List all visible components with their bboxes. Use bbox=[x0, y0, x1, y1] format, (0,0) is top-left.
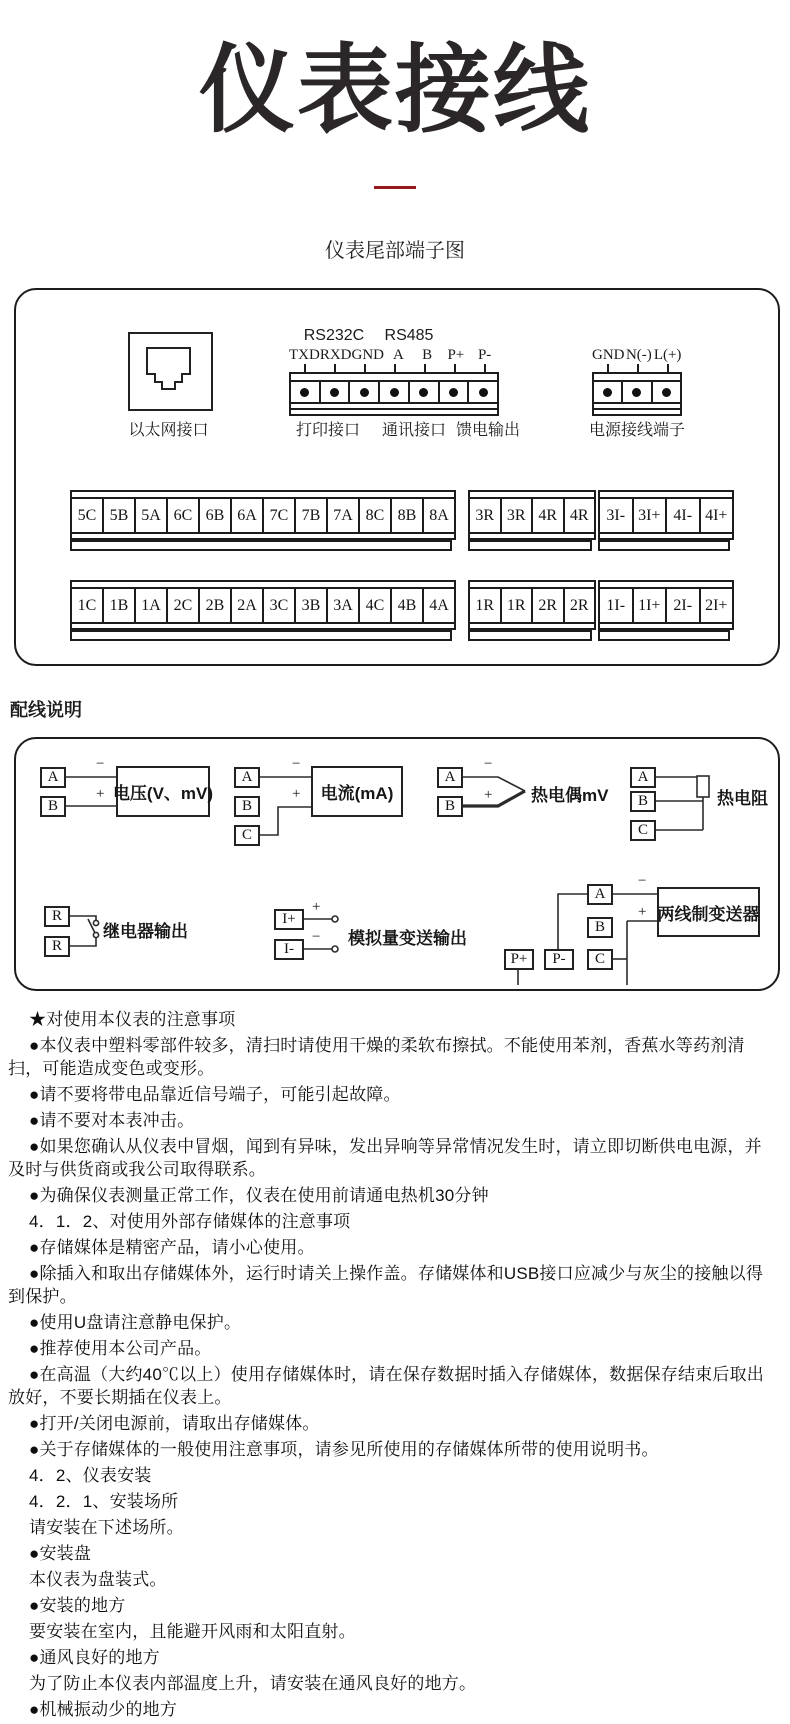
terminal-b: B bbox=[630, 791, 656, 812]
terminal-a: A bbox=[234, 767, 260, 788]
note-line: 请安装在下述场所。 bbox=[29, 1518, 184, 1537]
terminal-cell: 7B bbox=[296, 499, 328, 532]
plus-sign: + bbox=[292, 786, 301, 802]
terminal-c: C bbox=[630, 820, 656, 841]
terminal-b: B bbox=[234, 796, 260, 817]
usage-notes bbox=[0, 1008, 784, 1724]
current-device-box: 电流(mA) bbox=[311, 766, 403, 817]
voltage-device-box: 电压(V、mV) bbox=[116, 766, 210, 817]
terminal-cell: 4A bbox=[429, 596, 449, 614]
note-line: ●安装的地方 bbox=[29, 1596, 126, 1615]
pin-label: L(+) bbox=[653, 347, 682, 363]
terminal-cell: 8B bbox=[392, 499, 424, 532]
strip-rail bbox=[598, 630, 730, 641]
note-line: ●关于存储媒体的一般使用注意事项，请参见所使用的存储媒体所带的使用说明书。 bbox=[29, 1440, 659, 1459]
block-band bbox=[291, 408, 497, 414]
terminal-cell: 3I+ bbox=[634, 499, 668, 532]
terminal-strip-row2-relay bbox=[468, 580, 596, 630]
pin-stub-lines bbox=[592, 364, 682, 372]
note-line: ●本仪表中塑料零部件较多，清扫时请使用干燥的柔软布擦拭。不能使用苯剂，香蕉水等药剂清扫，可能造成变色或变形。 bbox=[8, 1036, 745, 1078]
analog-output-label: 模拟量变送输出 bbox=[348, 929, 467, 948]
terminal-cell: 4B bbox=[392, 589, 424, 622]
terminal-cell: 6A bbox=[232, 499, 264, 532]
terminal-c: C bbox=[234, 825, 260, 846]
note-line: 4．1．2、对使用外部存储媒体的注意事项 bbox=[29, 1212, 351, 1231]
ethernet-caption: 以太网接口 bbox=[128, 422, 209, 439]
rj45-jack-graphic bbox=[130, 334, 207, 405]
note-line: ★对使用本仪表的注意事项 bbox=[29, 1010, 236, 1029]
power-pin-labels bbox=[592, 347, 682, 364]
terminal-cell: 2R bbox=[533, 589, 565, 622]
note-line: ●存储媒体是精密产品，请小心使用。 bbox=[29, 1238, 315, 1257]
minus-sign: − bbox=[638, 873, 647, 889]
note-line: ●请不要将带电品靠近信号端子，可能引起故障。 bbox=[29, 1085, 401, 1104]
page-title: 仪表接线 bbox=[199, 37, 591, 144]
terminal-b: B bbox=[437, 796, 463, 817]
terminal-cell: 4R bbox=[533, 499, 565, 532]
comm-terminal-group bbox=[289, 327, 499, 422]
power-terminal-group bbox=[592, 327, 682, 422]
terminal-cell: 1B bbox=[104, 589, 136, 622]
terminal-cell: 6B bbox=[200, 499, 232, 532]
note-line: 4．2．1、安装场所 bbox=[29, 1492, 179, 1511]
wiring-section-title: 配线说明 bbox=[10, 700, 82, 720]
pin-label: B bbox=[422, 347, 433, 363]
power-caption: 电源接线端子 bbox=[588, 422, 685, 439]
terminal-cell: 4C bbox=[360, 589, 392, 622]
block-band bbox=[291, 374, 497, 382]
note-line: ●请不要对本表冲击。 bbox=[29, 1111, 195, 1130]
terminal-strip-row2-main bbox=[70, 580, 456, 630]
minus-sign: − bbox=[96, 756, 105, 772]
note-line: 要安装在室内，且能避开风雨和太阳直射。 bbox=[29, 1622, 356, 1641]
pin-label: P+ bbox=[447, 347, 465, 363]
minus-sign: − bbox=[312, 929, 321, 945]
terminal-cell: 2I- bbox=[667, 589, 701, 622]
strip-rail bbox=[468, 540, 592, 551]
note-line: ●安装盘 bbox=[29, 1544, 92, 1563]
strip-rail bbox=[468, 630, 592, 641]
comm-terminal-block bbox=[289, 372, 499, 416]
terminal-cell: 3I- bbox=[600, 499, 634, 532]
terminal-a: A bbox=[630, 767, 656, 788]
terminal-b: B bbox=[40, 796, 66, 817]
plus-sign: + bbox=[312, 899, 321, 915]
terminal-cell: 4I+ bbox=[705, 506, 728, 524]
terminal-cell: 1I+ bbox=[634, 589, 668, 622]
terminal-cell: 6C bbox=[168, 499, 200, 532]
comm-port-caption: 通讯接口 bbox=[381, 422, 446, 439]
strip-rail bbox=[70, 540, 452, 551]
pin-label: N(-) bbox=[625, 347, 652, 363]
pin-label: TXD bbox=[289, 347, 320, 363]
terminal-a: A bbox=[587, 884, 613, 905]
pin-label: RXD bbox=[319, 347, 352, 363]
terminal-cell: 1C bbox=[72, 589, 104, 622]
title-divider bbox=[374, 186, 416, 189]
plus-sign: + bbox=[96, 786, 105, 802]
terminal-cell: 5C bbox=[72, 499, 104, 532]
terminal-cell: 2R bbox=[569, 596, 589, 614]
terminal-strip-row1-main bbox=[70, 490, 456, 540]
note-line: 为了防止本仪表内部温度上升，请安装在通风良好的地方。 bbox=[29, 1674, 477, 1693]
terminal-cell: 5B bbox=[104, 499, 136, 532]
note-line: ●为确保仪表测量正常工作，仪表在使用前请通电热机30分钟 bbox=[29, 1186, 489, 1205]
terminal-cell: 2C bbox=[168, 589, 200, 622]
rs232c-label: RS232C bbox=[303, 327, 365, 344]
block-band bbox=[594, 374, 680, 382]
terminal-cell: 3C bbox=[264, 589, 296, 622]
terminal-cell: 2B bbox=[200, 589, 232, 622]
terminal-i-plus: I+ bbox=[274, 909, 304, 930]
pin-label: P- bbox=[477, 347, 492, 363]
note-line: ●打开/关闭电源前，请取出存储媒体。 bbox=[29, 1414, 320, 1433]
terminal-cell: 2I+ bbox=[705, 596, 728, 614]
note-line: ●如果您确认从仪表中冒烟，闻到有异味，发出异响等异常情况发生时，请立即切断供电电源，并及时与供货商或我公司取得联系。 bbox=[8, 1137, 762, 1179]
terminal-cell: 7A bbox=[328, 499, 360, 532]
transmitter-device-box: 两线制变送器 bbox=[657, 887, 760, 937]
terminal-p-plus: P+ bbox=[504, 949, 534, 970]
minus-sign: − bbox=[292, 756, 301, 772]
strip-rail bbox=[598, 540, 730, 551]
terminal-i-minus: I- bbox=[274, 939, 304, 960]
screw-terminals bbox=[594, 382, 680, 402]
terminal-cell: 4R bbox=[569, 506, 589, 524]
feed-output-caption: 馈电输出 bbox=[455, 422, 520, 439]
terminal-c: C bbox=[587, 949, 613, 970]
rs485-label: RS485 bbox=[384, 327, 434, 344]
strip-rail bbox=[70, 630, 452, 641]
terminal-cell: 8A bbox=[429, 506, 449, 524]
terminal-cell: 3R bbox=[502, 499, 534, 532]
terminal-cell: 4I- bbox=[667, 499, 701, 532]
terminal-r1: R bbox=[44, 906, 70, 927]
screw-terminals bbox=[291, 382, 497, 402]
terminal-cell: 1I- bbox=[600, 589, 634, 622]
terminal-p-minus: P- bbox=[544, 949, 574, 970]
terminal-r2: R bbox=[44, 936, 70, 957]
terminal-b: B bbox=[587, 917, 613, 938]
terminal-a: A bbox=[40, 767, 66, 788]
terminal-cell: 3A bbox=[328, 589, 360, 622]
terminal-cell: 3R bbox=[470, 499, 502, 532]
note-line: ●通风良好的地方 bbox=[29, 1648, 160, 1667]
note-line: ●使用U盘请注意静电保护。 bbox=[29, 1313, 242, 1332]
pin-label: GND bbox=[351, 347, 384, 363]
rtd-label: 热电阻 bbox=[717, 789, 768, 808]
print-port-caption: 打印接口 bbox=[295, 422, 360, 439]
ethernet-port-icon bbox=[128, 332, 213, 411]
block-band bbox=[594, 408, 680, 414]
terminal-cell: 2A bbox=[232, 589, 264, 622]
terminal-strip-row1-current bbox=[598, 490, 734, 540]
note-line: 4．2、仪表安装 bbox=[29, 1466, 152, 1485]
pin-label: A bbox=[392, 347, 404, 363]
relay-output-label: 继电器输出 bbox=[103, 922, 188, 941]
terminal-cell: 3B bbox=[296, 589, 328, 622]
plus-sign: + bbox=[638, 904, 647, 920]
comm-pin-labels bbox=[289, 347, 499, 364]
note-line: 本仪表为盘装式。 bbox=[29, 1570, 167, 1589]
terminal-cell: 5A bbox=[136, 499, 168, 532]
terminal-cell: 1R bbox=[502, 589, 534, 622]
terminal-diagram-subtitle: 仪表尾部端子图 bbox=[325, 240, 465, 262]
note-line: ●除插入和取出存储媒体外，运行时请关上操作盖。存储媒体和USB接口应减少与灰尘的接触以得到保护。 bbox=[8, 1264, 764, 1306]
terminal-strip-row2-current bbox=[598, 580, 734, 630]
power-terminal-block bbox=[592, 372, 682, 416]
note-line: ●推荐使用本公司产品。 bbox=[29, 1339, 212, 1358]
terminal-cell: 7C bbox=[264, 499, 296, 532]
pin-label: GND bbox=[592, 347, 625, 363]
terminal-strip-row1-relay bbox=[468, 490, 596, 540]
thermocouple-label: 热电偶mV bbox=[531, 786, 609, 805]
terminal-cell: 1R bbox=[470, 589, 502, 622]
pin-stub-lines bbox=[289, 364, 499, 372]
terminal-panel bbox=[14, 288, 780, 666]
terminal-cell: 1A bbox=[136, 589, 168, 622]
wiring-panel bbox=[14, 737, 780, 991]
minus-sign: − bbox=[484, 756, 493, 772]
note-line: ●机械振动少的地方 bbox=[29, 1700, 178, 1719]
plus-sign: + bbox=[484, 787, 493, 803]
terminal-cell: 8C bbox=[360, 499, 392, 532]
note-line: ●在高温（大约40℃以上）使用存储媒体时，请在保存数据时插入存储媒体，数据保存结束后取出放好，不要长期插在仪表上。 bbox=[8, 1365, 764, 1407]
terminal-a: A bbox=[437, 767, 463, 788]
